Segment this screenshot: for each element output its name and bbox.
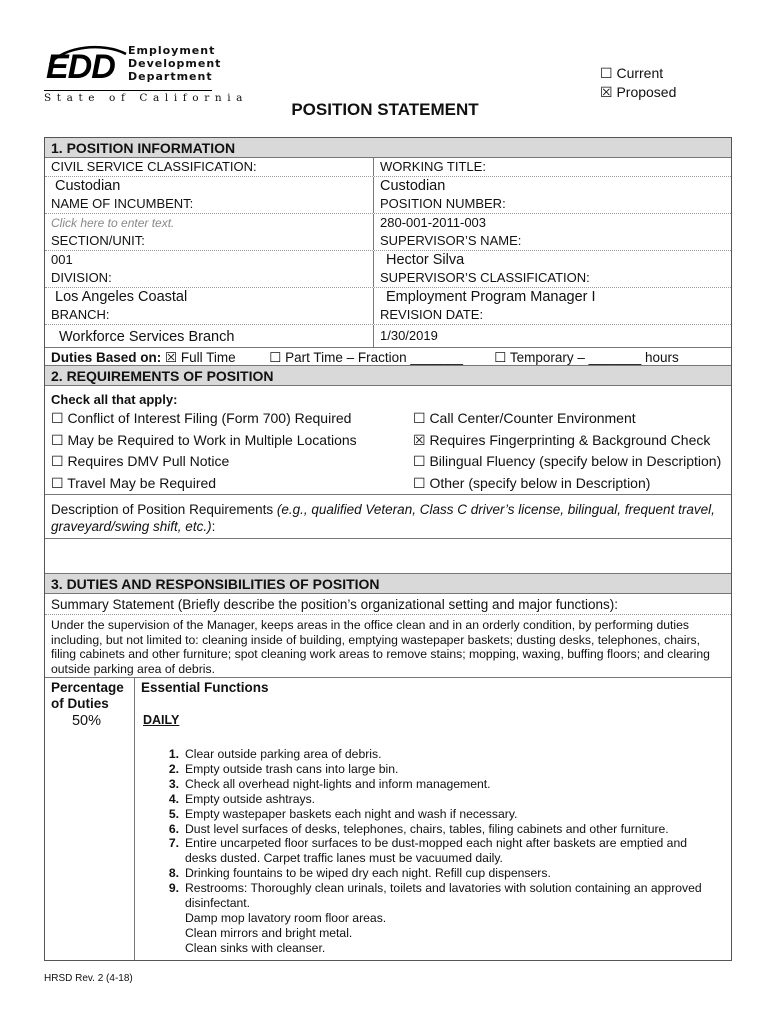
edd-logo bbox=[44, 42, 249, 104]
field-label: SUPERVISOR’S NAME: bbox=[380, 233, 522, 248]
list-item bbox=[161, 747, 731, 762]
req-desc-examples: (e.g., qualified Veteran, Class C driver’s license, bilingual, frequent travel, graveyard/swing shift, etc.) bbox=[51, 502, 715, 534]
req-conflict-of-interest[interactable]: ☐ Conflict of Interest Filing (Form 700) Required bbox=[51, 410, 352, 426]
list-item-continued: Clean sinks with cleanser. bbox=[185, 940, 326, 955]
functions-column bbox=[135, 678, 731, 960]
field-label: NAME OF INCUMBENT: bbox=[45, 195, 374, 213]
task-text: Entire uncarpeted floor surfaces to be dust-mopped each night after baskets are emptied and desks dusted. Carpet traffic lanes must be vacuumed daily. bbox=[185, 836, 688, 866]
list-item bbox=[161, 881, 731, 911]
form-row bbox=[45, 232, 731, 251]
task-number: 3. bbox=[168, 776, 179, 791]
task-text: Check all overhead night-lights and inform management. bbox=[185, 776, 491, 791]
section1-heading: 1. POSITION INFORMATION bbox=[45, 138, 731, 158]
duties-temporary-option[interactable]: ☐ Temporary – _______ hours bbox=[494, 350, 679, 365]
req-travel[interactable]: ☐ Travel May be Required bbox=[51, 474, 217, 491]
logo-dept-line: Employment bbox=[128, 44, 216, 57]
duties-full-time-option[interactable]: ☒ Full Time bbox=[161, 350, 236, 365]
req-call-center[interactable]: ☐ Call Center/Counter Environment bbox=[413, 410, 636, 426]
list-item bbox=[161, 822, 731, 837]
task-number: 4. bbox=[168, 791, 179, 806]
summary-statement-field[interactable]: Under the supervision of the Manager, keeps areas in the office clean and in an orderly condition, by performing duties including, but not limited to: cleaning inside of building, emptying wastepaper baskets; dusting desks, telephones, chairs, filing cabinets and other furniture; spot cleaning work areas to remove stains; mopping, waxing, buffing floors; and clearing outside parking area of debris. bbox=[45, 615, 731, 678]
task-number: 6. bbox=[168, 821, 179, 836]
revision-date-field[interactable]: 1/30/2019 bbox=[380, 328, 438, 343]
req-desc-colon: : bbox=[211, 519, 216, 534]
section-unit-field[interactable]: 001 bbox=[45, 251, 374, 269]
status-current-label: Current bbox=[616, 65, 664, 81]
req-multiple-locations[interactable]: ☐ May be Required to Work in Multiple Locations bbox=[51, 431, 357, 448]
form-row bbox=[45, 306, 731, 325]
duties-part-time-option[interactable]: ☐ Part Time – Fraction _______ bbox=[269, 350, 463, 365]
classification-field[interactable]: Custodian bbox=[45, 177, 374, 195]
status-options bbox=[600, 64, 676, 102]
task-text: Empty outside ashtrays. bbox=[185, 791, 316, 806]
field-label: WORKING TITLE: bbox=[380, 159, 486, 174]
requirements-description-label bbox=[45, 494, 731, 538]
list-item bbox=[161, 807, 731, 822]
position-number-field[interactable]: 280-001-2011-003 bbox=[380, 215, 487, 230]
form-row bbox=[45, 325, 731, 347]
req-desc-text: Description of Position Requirements bbox=[51, 502, 277, 517]
list-item-continued: Damp mop lavatory room floor areas. bbox=[185, 910, 387, 925]
footer-revision: HRSD Rev. 2 (4-18) bbox=[44, 973, 133, 984]
form-row bbox=[45, 269, 731, 288]
percentage-column bbox=[45, 678, 135, 960]
form-row bbox=[45, 214, 731, 232]
duties-based-on-row bbox=[45, 347, 731, 366]
working-title-field[interactable]: Custodian bbox=[380, 178, 446, 194]
task-text: Drinking fountains to be wiped dry each night. Refill cup dispensers. bbox=[185, 866, 551, 881]
daily-label: DAILY bbox=[143, 713, 180, 727]
list-item-continued: Clean mirrors and bright metal. bbox=[185, 925, 353, 940]
task-text: Empty outside trash cans into large bin. bbox=[185, 761, 399, 776]
req-bilingual-fluency[interactable]: ☐ Bilingual Fluency (specify below in Description) bbox=[413, 453, 722, 469]
form-row bbox=[45, 177, 731, 195]
percentage-value[interactable]: 50% bbox=[71, 713, 102, 729]
task-number: 5. bbox=[168, 806, 179, 821]
supervisor-classification-field[interactable]: Employment Program Manager I bbox=[386, 289, 596, 305]
duties-based-on-label: Duties Based on: bbox=[51, 350, 162, 365]
req-fingerprinting[interactable]: ☒ Requires Fingerprinting & Background Check bbox=[413, 431, 711, 448]
section3-heading: 3. DUTIES AND RESPONSIBILITIES OF POSITION bbox=[45, 574, 731, 594]
field-label: SECTION/UNIT: bbox=[45, 232, 374, 250]
task-text: Dust level surfaces of desks, telephones, chairs, tables, filing cabinets and other furniture. bbox=[185, 821, 669, 836]
field-label: DIVISION: bbox=[45, 269, 374, 287]
checkbox-current[interactable]: ☐ bbox=[600, 65, 613, 81]
field-label: CIVIL SERVICE CLASSIFICATION: bbox=[45, 158, 374, 176]
task-number: 1. bbox=[168, 747, 179, 761]
field-label: SUPERVISOR’S CLASSIFICATION: bbox=[380, 270, 590, 285]
task-text: Empty wastepaper baskets each night and wash if necessary. bbox=[185, 806, 518, 821]
status-proposed-label: Proposed bbox=[616, 84, 677, 100]
incumbent-field[interactable]: Click here to enter text. bbox=[45, 214, 374, 232]
form-row bbox=[45, 251, 731, 269]
logo-department-name bbox=[128, 44, 221, 83]
list-item bbox=[161, 866, 731, 881]
task-number: 2. bbox=[168, 761, 179, 776]
section2-heading: 2. REQUIREMENTS OF POSITION bbox=[45, 366, 731, 386]
field-label: POSITION NUMBER: bbox=[380, 196, 506, 211]
req-other[interactable]: ☐ Other (specify below in Description) bbox=[413, 474, 651, 491]
page-title: POSITION STATEMENT bbox=[291, 100, 479, 119]
logo-word: EDD bbox=[46, 48, 115, 86]
logo-state-line: State of California bbox=[44, 92, 249, 104]
task-number: 7. bbox=[168, 836, 179, 851]
supervisor-name-field[interactable]: Hector Silva bbox=[386, 252, 465, 268]
position-form bbox=[44, 137, 732, 961]
task-number: 9. bbox=[168, 881, 179, 896]
essential-functions-heading: Essential Functions bbox=[141, 680, 269, 695]
task-text: Restrooms: Thoroughly clean urinals, toilets and lavatories with solution containing an approved disinfectant. bbox=[185, 881, 702, 911]
list-item bbox=[161, 836, 731, 866]
task-number: 8. bbox=[168, 866, 179, 881]
list-item bbox=[161, 777, 731, 792]
division-field[interactable]: Los Angeles Coastal bbox=[45, 288, 374, 306]
requirements-checklist bbox=[45, 408, 731, 494]
field-label: BRANCH: bbox=[45, 306, 374, 324]
task-list[interactable] bbox=[135, 747, 731, 960]
status-current[interactable] bbox=[600, 64, 676, 83]
checkbox-proposed[interactable]: ☒ bbox=[600, 84, 613, 100]
form-row bbox=[45, 158, 731, 177]
requirements-description-field[interactable] bbox=[45, 538, 731, 574]
list-item bbox=[161, 762, 731, 777]
essential-functions-table bbox=[45, 678, 731, 960]
logo-dept-line: Department bbox=[128, 70, 213, 83]
field-label: REVISION DATE: bbox=[380, 307, 484, 322]
req-dmv-pull-notice[interactable]: ☐ Requires DMV Pull Notice bbox=[51, 453, 230, 469]
check-all-label: Check all that apply: bbox=[51, 392, 178, 407]
task-text: Clear outside parking area of debris. bbox=[185, 747, 382, 761]
form-row bbox=[45, 288, 731, 306]
logo-dept-line: Development bbox=[128, 57, 222, 70]
list-item bbox=[161, 792, 731, 807]
branch-field[interactable]: Workforce Services Branch bbox=[45, 325, 374, 347]
summary-statement-label: Summary Statement (Briefly describe the position’s organizational setting and major functions): bbox=[45, 594, 731, 615]
percentage-heading: Percentage of Duties bbox=[51, 680, 124, 711]
form-row bbox=[45, 195, 731, 214]
